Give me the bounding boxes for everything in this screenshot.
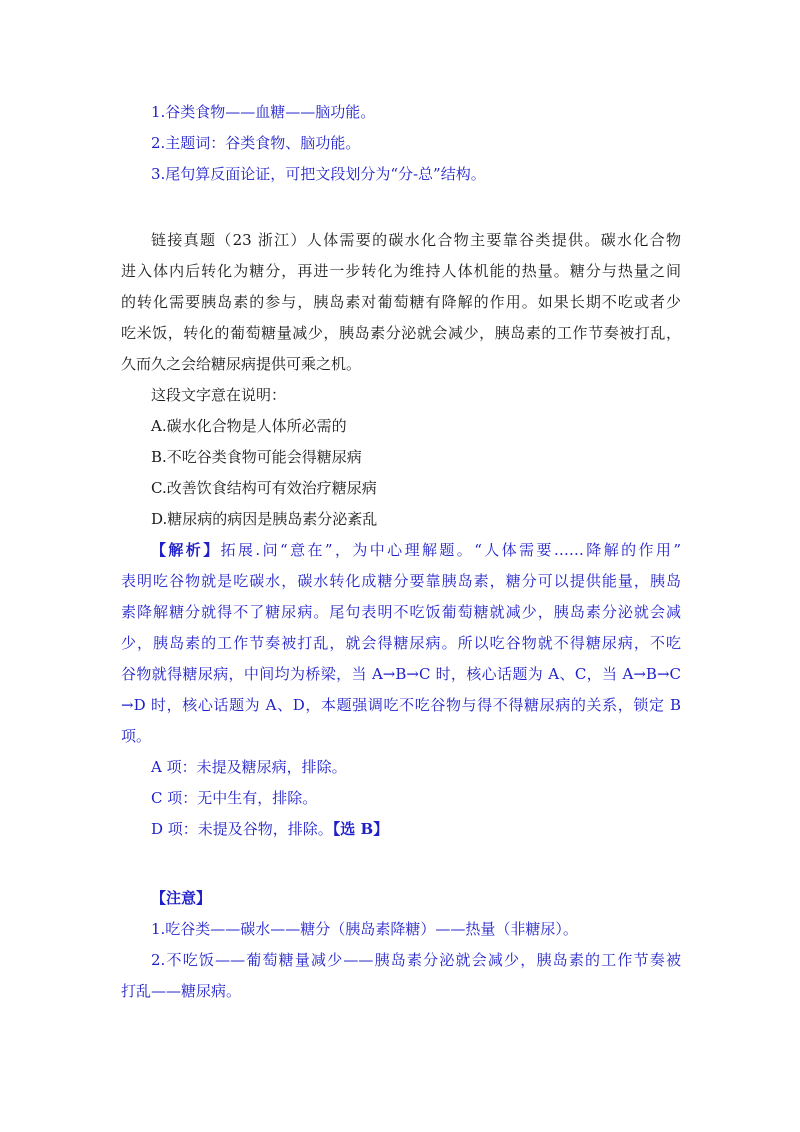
question-stem: 这段文字意在说明： <box>151 386 287 404</box>
analysis-line: 素降解糖分就得不了糖尿病。尾句表明不吃饭葡萄糖就减少，胰岛素分泌就会减 <box>121 603 681 621</box>
passage-line: 吃米饭，转化的葡萄糖量减少，胰岛素分泌就会减少，胰岛素的工作节奏被打乱， <box>121 324 681 342</box>
analysis-line: →D 时，核心话题为 A、D，本题强调吃不吃谷物与得不得糖尿病的关系，锁定 B <box>121 696 681 714</box>
analysis-line: 项。 <box>121 727 152 745</box>
answer-tag: 【选 B】 <box>332 820 389 838</box>
passage-line: 的转化需要胰岛素的参与，胰岛素对葡萄糖有降解的作用。如果长期不吃或者少 <box>121 293 681 311</box>
analysis-line: 谷物就得糖尿病，中间均为桥梁，当 A→B→C 时，核心话题为 A、C，当 A→B→C <box>121 665 681 683</box>
note-block <box>121 883 681 1007</box>
note-item: 2.不吃饭——葡萄糖量减少——胰岛素分泌就会减少，胰岛素的工作节奏被 <box>151 951 681 969</box>
analysis-block <box>121 535 681 845</box>
option-b: B.不吃谷类食物可能会得糖尿病 <box>151 448 362 466</box>
analysis-line: 表明吃谷物就是吃碳水，碳水转化成糖分要靠胰岛素，糖分可以提供能量，胰岛 <box>121 572 681 590</box>
option-note: C 项：无中生有，排除。 <box>151 789 318 807</box>
summary-item: 1.谷类食物——血糖——脑功能。 <box>151 103 376 121</box>
note-tag: 【注意】 <box>151 889 212 907</box>
note-item: 打乱——糖尿病。 <box>121 982 242 1000</box>
option-a: A.碳水化合物是人体所必需的 <box>151 417 347 435</box>
passage-line: 久而久之会给糖尿病提供可乘之机。 <box>121 355 362 373</box>
summary-item: 3.尾句算反面论证，可把文段划分为“分-总”结构。 <box>151 165 486 183</box>
summary-item: 2.主题词：谷类食物、脑功能。 <box>151 134 361 152</box>
summary-list <box>121 97 681 190</box>
option-c: C.改善饮食结构可有效治疗糖尿病 <box>151 479 377 497</box>
option-d: D.糖尿病的病因是胰岛素分泌紊乱 <box>151 510 378 528</box>
note-item: 1.吃谷类——碳水——糖分（胰岛素降糖）——热量（非糖尿）。 <box>151 920 578 938</box>
option-note-text: D 项：未提及谷物，排除。 <box>151 820 333 838</box>
analysis-tag: 【解析】 <box>151 541 221 559</box>
option-note: A 项：未提及糖尿病，排除。 <box>151 758 347 776</box>
analysis-text: 拓展.问“意在”，为中心理解题。“人体需要……降解的作用” <box>220 541 681 559</box>
passage-line: 链接真题（23 浙江）人体需要的碳水化合物主要靠谷类提供。碳水化合物 <box>151 231 681 249</box>
analysis-line <box>121 535 681 566</box>
analysis-line: 少，胰岛素的工作节奏被打乱，就会得糖尿病。所以吃谷物就不得糖尿病，不吃 <box>121 634 681 652</box>
passage-line: 进入体内后转化为糖分，再进一步转化为维持人体机能的热量。糖分与热量之间 <box>121 262 681 280</box>
option-note <box>121 814 681 845</box>
question-block <box>121 225 681 535</box>
